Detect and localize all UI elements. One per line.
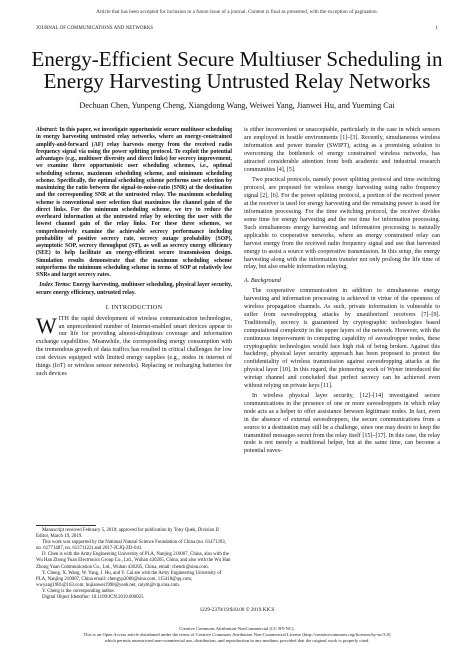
intro-paragraph (36, 312, 232, 379)
right-column (244, 127, 440, 456)
license-line-3: which permits unrestricted non-commercial use, distribution, and reproduction in any medium, provided that the original work is properly cited. (104, 637, 370, 643)
acceptance-notice: Article that has been accepted for inclusion in a future issue of a journal. Content is final as presented, with the exception of pagination. (96, 9, 378, 15)
license-line-1: Creative Commons Attribution-NonCommercial (CC BY-NC). (179, 626, 295, 631)
footnote-rule (36, 525, 96, 526)
subsection-background: A. Background (244, 277, 281, 285)
author-list: Dechuan Chen, Yunpeng Cheng, Xiangdong Wang, Weiwei Yang, Jianwei Hu, and Yueming Cai (79, 101, 395, 110)
footnote-manuscript: Manuscript received February 5, 2018; approved for publication by Tony Quek, Division II Editor, March 19, 2019. (36, 528, 219, 540)
right-paragraph-1: is either inconvenient or unacceptable, particularly in the case in which sensors are employed in hostile environments [1]–[3]. Recently, simultaneous wireless information and power transfer (SWIPT), acting as a promising solution to overcoming the bottleneck of energy constrained wireless networks, has attracted considerable attention from both academic and industrial research communities [4], [5]. (244, 127, 440, 173)
index-terms (36, 282, 232, 297)
page-number: 1 (435, 26, 438, 31)
drop-cap: W (36, 312, 57, 338)
footnotes (36, 525, 232, 601)
issn-price-code: 1229-2370/19/$10.00 © 2019 KICS (199, 607, 275, 613)
abstract-text: In this paper, we investigate opportunistic secure multiuser scheduling in energy harvesting untrusted relay networks, where an energy-constrained amplify-and-forward (AF) relay harvests energy from the received radio frequency signal via using the power splitting protocol. To exploit the potential advantages (e.g., multiuser diversity and direct links) for secrecy improvement, we examine three opportunistic user scheduling schemes, i.e., optimal scheduling scheme, maximum scheduling scheme, and minimum scheduling scheme. Specifically, the optimal scheduling scheme performs user selection by maximizing the ratio between the signal-to-noise-ratio (SNR) at the destination and the corresponding SNR at the untrusted relay. The maximum scheduling scheme is conventional user selection that maximizes the channel gain of the direct links. For the minimum scheduling scheme, we try to reduce the overheard information at the untrusted relay by selecting the user with the lowest channel gain of the relay links. For these three schemes, we comprehensively examine the achievable secrecy performance including probability of positive secrecy rate, secrecy outage probability (SOP), asymptotic SOP, secrecy throughput (ST), as well as secrecy energy efficiency (SEE) to help facilitate an energy-efficient secure transmission design. Simulation results demonstrate that the maximum scheduling scheme outperforms the minimum scheduling scheme in terms of SOP at relatively low SNRs and target secrecy rates. (36, 127, 233, 278)
footnote-corresponding: Y. Cheng is the corresponding author. (42, 588, 115, 594)
journal-name: JOURNAL OF COMMUNICATIONS AND NETWORKS (36, 26, 154, 31)
running-head (36, 26, 438, 31)
index-terms-text: Energy harvesting, multiuser scheduling, physical layer security, secure energy efficiency, untrusted relay. (36, 282, 232, 296)
abstract (36, 127, 232, 279)
license-notice (0, 626, 474, 643)
paper-title: Energy-Efficient Secure Multiuser Scheduling in Energy Harvesting Untrusted Relay Networks (31, 47, 443, 93)
section-heading-introduction: I. INTRODUCTION (105, 303, 163, 311)
right-paragraph-3: The cooperative communication in addition to simultaneous energy harvesting and information processing is achieved in virtue of the openness of wireless propagation channels. As such, private information is vulnerable to suffer from eavesdropping attacks by unauthorized receivers [7]–[9]. Traditionally, secrecy is guaranteed by cryptographic technologies based computational complexity in the upper layers of the network. However, with the continuous improvement in computing capability of eavesdropper nodes, these cryptographic technologies would face high risk of being broken. Against this backdrop, physical layer security approach has been proposed to protect the confidentiality of wireless transmission against eavesdropping attacks at the physical layer [10]. In this regard, the pioneering work of Wyner introduced the wiretap channel and concluded that perfect secrecy can be achieved even without relying on private keys [11]. (244, 288, 440, 390)
left-column (36, 127, 232, 379)
footnote-funding: This work was supported by the National Natural Science Foundation of China (no. 61471393, no. 61771487, no. 61371122) and 2017-JCJQ-ZD-041. (36, 540, 226, 552)
intro-text: ITH the rapid development of wireless communication technologies, an unprecedented number of Internet-enabled smart devices appear to our life for providing almost-ubiquitous coverage and information exchange capabilities. Meanwhile, the corresponding energy consumption with the tremendous growth of data traffics has resulted in critical challenges for low cost devices equipped with limited energy supplies (e.g., nodes in internet of things (IoT) or wireless sensor networks). Replacing or recharging batteries for such devices (36, 315, 232, 377)
right-paragraph-2: Two practical protocols, namely power splitting protocol and time switching protocol, are proposed for wireless energy harvesting using radio frequency signal [2], [6]. For the power splitting protocol, a portion of the received power at the receiver is used for energy harvesting and the remaining power is used for information processing. For the time switching protocol, the receiver divides some time for energy harvesting and the rest time for information processing. Such simultaneous energy harvesting and information processing is naturally applicable to cooperative networks, where an energy constrained relay can harvest energy from the received radio frequency signal and use that harvested energy to assist a source with cooperative transmission. In this setup, the energy harvesting along with the information transfer not only prolong the life time of relay, but also enable information relaying. (244, 177, 440, 271)
right-paragraph-4: In wireless physical layer security, [12]–[14] investigated secure communications in the presence of one or more eavesdroppers in which relay node acts as a helper to offer assistance between legitimate nodes. In fact, even in the absence of external eavesdroppers, the secure communications from a source to a destination may still be a challenge, since one may desire to keep the transmitted messages secret from the relay itself [15]–[17]. In this case, the relay node is not merely a traditional helper, but at the same time, can become a potential eaves- (244, 393, 440, 455)
footnote-doi: Digital Object Identifier: 10.1109/JCN.2019.000025 (42, 595, 144, 601)
footnote-affiliation-chen: D. Chen is with the Army Engineering University of PLA, Nanjing 210007, China, also with the Wu Han Zhong Yuan Electronics Group Co., Ltd., Wuhan 430205, China, and also with the Wu Han Zhong Yuan Communication Co., Ltd., Wuhan 430205, China, email: chendc@sina.com. (36, 552, 231, 570)
footnote-affiliation-coauthors: Y. Cheng, X. Wang, W. Yang, J. Hu, and Y. Cai are with the Army Engineering University of PLA, Nanjing 210007, China email: chengyp2000@sina.com, 115418@qq.com, wwyang1981@163.com, hujianwei1990@yeah.net, caiym@vip.sina.com. (36, 570, 222, 588)
abstract-label: Abstract: (36, 127, 58, 133)
index-terms-label: Index Terms: (39, 282, 72, 289)
license-line-2: This is an Open Access article distributed under the terms of Creative Commons Attribution Non-Commercial License (http://creativecommons.org/licenses/by-nc/3.0) (83, 631, 391, 637)
